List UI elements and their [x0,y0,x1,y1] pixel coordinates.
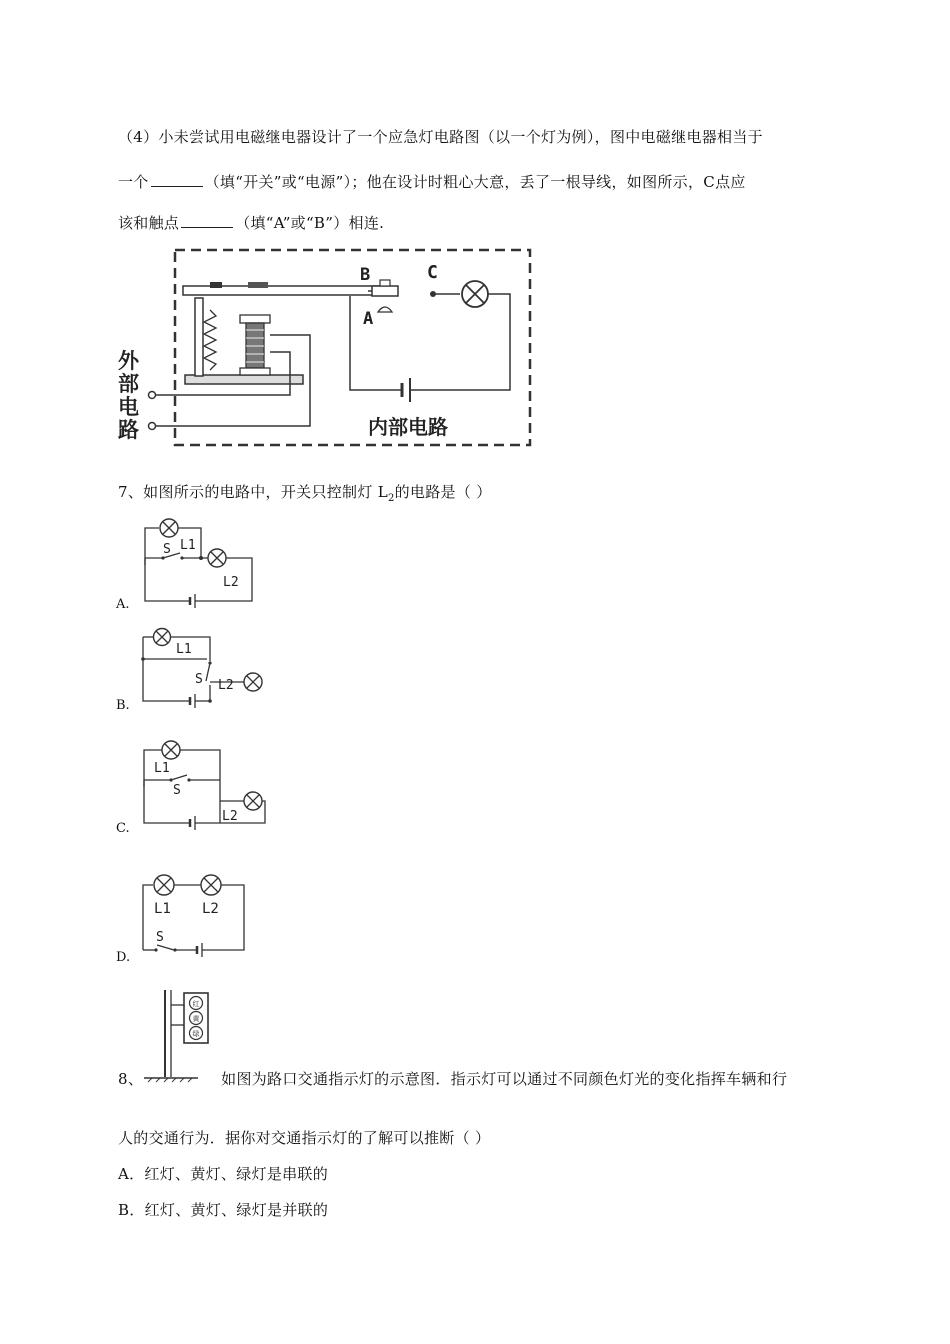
label-s: S [195,672,203,687]
label-l1: L1 [154,901,171,917]
yellow-light-label: 黄 [192,1015,200,1023]
q8-stem-text: 如图为路口交通指示灯的示意图．指示灯可以通过不同颜色灯光的变化指挥车辆和行 [221,1070,788,1088]
spring [204,310,216,370]
contact-a [378,307,392,312]
label-l1: L1 [180,538,196,553]
q8-stem-line1 [118,1068,787,1089]
contact-b [372,286,398,296]
q8-number: 8、 [118,1070,144,1088]
q7-stem-start: 7、如图所示的电路中，开关只控制灯 L [118,483,388,501]
label-l1: L1 [176,642,192,657]
q8-option-b[interactable]: B．红灯、黄灯、绿灯是并联的 [118,1201,329,1219]
armature-iron [248,282,268,288]
label-l2: L2 [218,678,234,693]
q6-line2-start: 一个 [118,173,149,191]
external-terminal-2 [149,423,156,430]
q7-option-a-label[interactable]: A. [116,597,130,612]
external-label-char-1: 外 [118,349,139,373]
switch-s [171,775,187,780]
internal-wire-right [410,294,510,390]
q6-line3-start: 该和触点 [118,214,180,232]
label-l2: L2 [223,575,239,590]
label-l1: L1 [154,761,170,776]
q7-option-c-label[interactable]: C. [116,821,130,836]
q6-part4-line2 [118,171,746,192]
dashed-boundary [175,250,530,445]
q7-option-b-circuit[interactable] [140,623,270,713]
coil-top [240,315,270,323]
q7-option-d-label[interactable]: D. [116,950,131,965]
label-s: S [156,930,164,945]
label-b: B [360,265,371,285]
q6-line3-rest: （填“A”或“B”）相连. [235,214,385,232]
q7-option-d-circuit[interactable] [140,870,260,960]
q7-stem-subscript: 2 [387,493,395,504]
q7-option-b-label[interactable]: B. [116,698,130,713]
answer-blank-2[interactable] [181,213,233,228]
q7-stem-end: 的电路是（ ） [394,483,492,501]
external-label-char-3: 电 [118,395,139,419]
q6-part4-line3 [118,212,384,233]
green-light-label: 绿 [192,1030,200,1038]
external-terminal-1 [149,392,156,399]
q7-stem [118,481,492,504]
label-l2: L2 [222,809,238,824]
relay-post [195,298,203,376]
switch-s [206,663,210,681]
switch-s [157,945,174,950]
label-l2: L2 [202,901,219,917]
answer-blank-1[interactable] [151,172,203,187]
internal-wire-left [350,296,402,390]
q6-line2-rest: （填“开关”或“电源”）；他在设计时粗心大意，丢了一根导线，如图所示，C点应 [204,173,746,191]
label-a: A [363,309,374,329]
pivot [210,282,222,288]
internal-circuit-label: 内部电路 [368,415,448,439]
q7-option-c-circuit[interactable] [140,737,270,829]
q8-stem-line2: 人的交通行为．据你对交通指示灯的了解可以推断（ ） [118,1129,491,1147]
q6-part4-line1: （4）小未尝试用电磁继电器设计了一个应急灯电路图（以一个灯为例），图中电磁继电器相当于 [118,128,763,146]
q8-option-a[interactable]: A．红灯、黄灯、绿灯是串联的 [118,1165,329,1183]
relay-circuit-figure [110,240,540,455]
external-label-char-4: 路 [118,418,139,442]
label-c: C [427,262,438,283]
red-light-label: 红 [192,1000,200,1008]
label-s: S [163,542,171,557]
label-s: S [173,783,181,798]
q7-option-a-circuit[interactable] [140,515,260,605]
external-label-char-2: 部 [118,372,139,396]
